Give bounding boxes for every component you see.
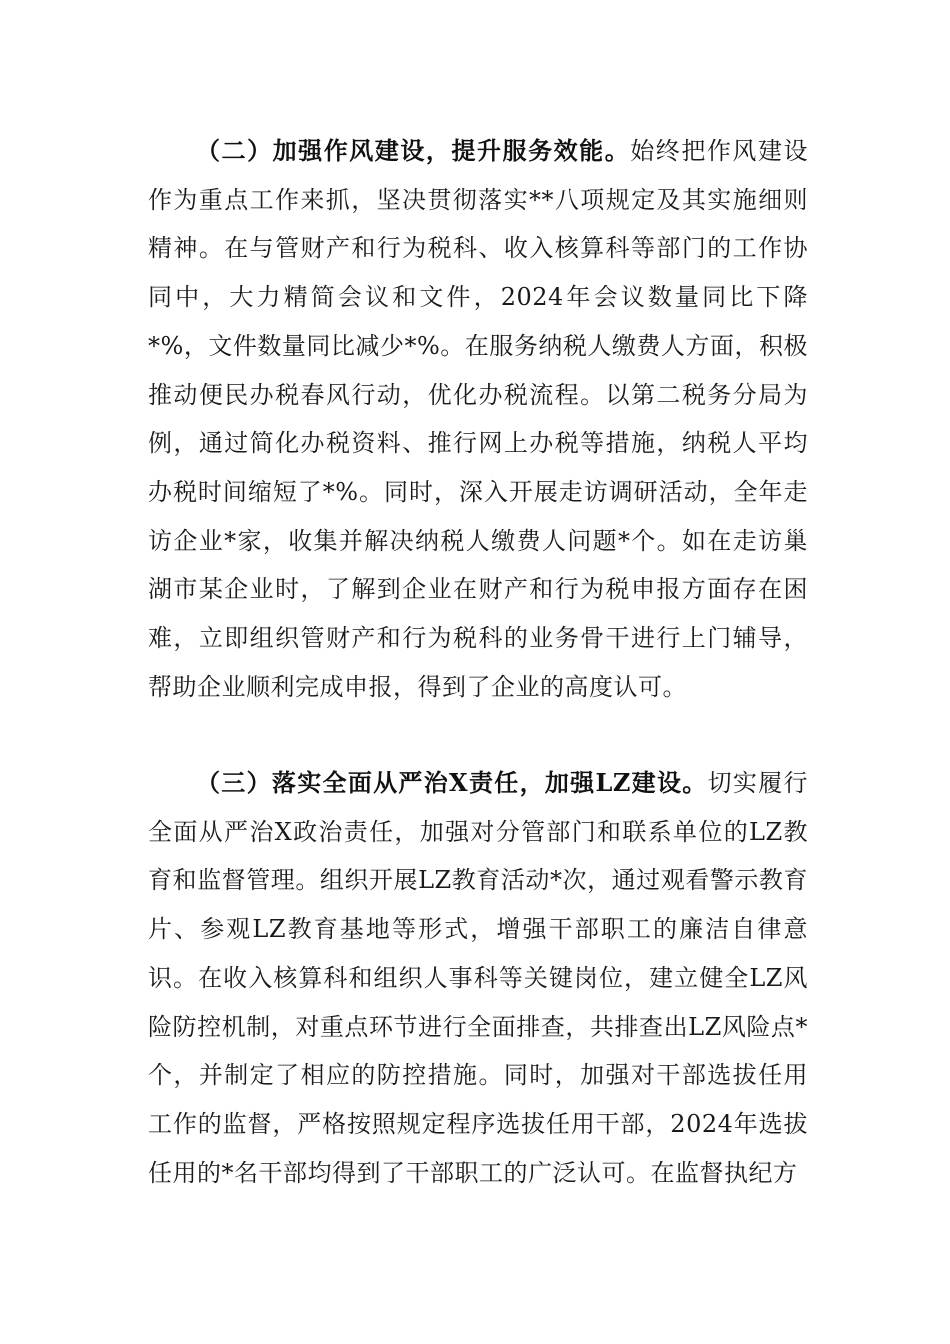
paragraph-body-2: 始终把作风建设作为重点工作来抓，坚决贯彻落实**八项规定及其实施细则精神。在与管财产和行为税科、收入核算科等部门的工作协同中，大力精简会议和文件，2024年会议数量同比下降*%，文件数量同比减少*%。在服务纳税人缴费人方面，积极推动便民办税春风行动，优化办税流程。以第二税务分局为例，通过简化办税资料、推行网上办税等措施，纳税人平均办税时间缩短了*%。同时，深入开展走访调研活动，全年走访企业*家，收集并解决纳税人缴费人问题*个。如在走访巢湖市某企业时，了解到企业在财产和行为税申报方面存在困难，立即组织管财产和行为税科的业务骨干进行上门辅导，帮助企业顺利完成申报，得到了企业的高度认可。: [148, 137, 809, 701]
paragraph-integrity: [148, 759, 808, 1197]
paragraph-work-style: [148, 127, 808, 711]
section-heading-3: （三）落实全面从严治X责任，加强LZ建设。: [196, 768, 708, 797]
paragraph-body-3: 切实履行全面从严治X政治责任，加强对分管部门和联系单位的LZ教育和监督管理。组织开展LZ教育活动*次，通过观看警示教育片、参观LZ教育基地等形式，增强干部职工的廉洁自律意识。在收入核算科和组织人事科等关键岗位，建立健全LZ风险防控机制，对重点环节进行全面排查，共排查出LZ风险点*个，并制定了相应的防控措施。同时，加强对干部选拔任用工作的监督，严格按照规定程序选拔任用干部，2024年选拔任用的*名干部均得到了干部职工的广泛认可。在监督执纪方: [148, 769, 809, 1187]
section-heading-2: （二）加强作风建设，提升服务效能。: [196, 136, 631, 165]
